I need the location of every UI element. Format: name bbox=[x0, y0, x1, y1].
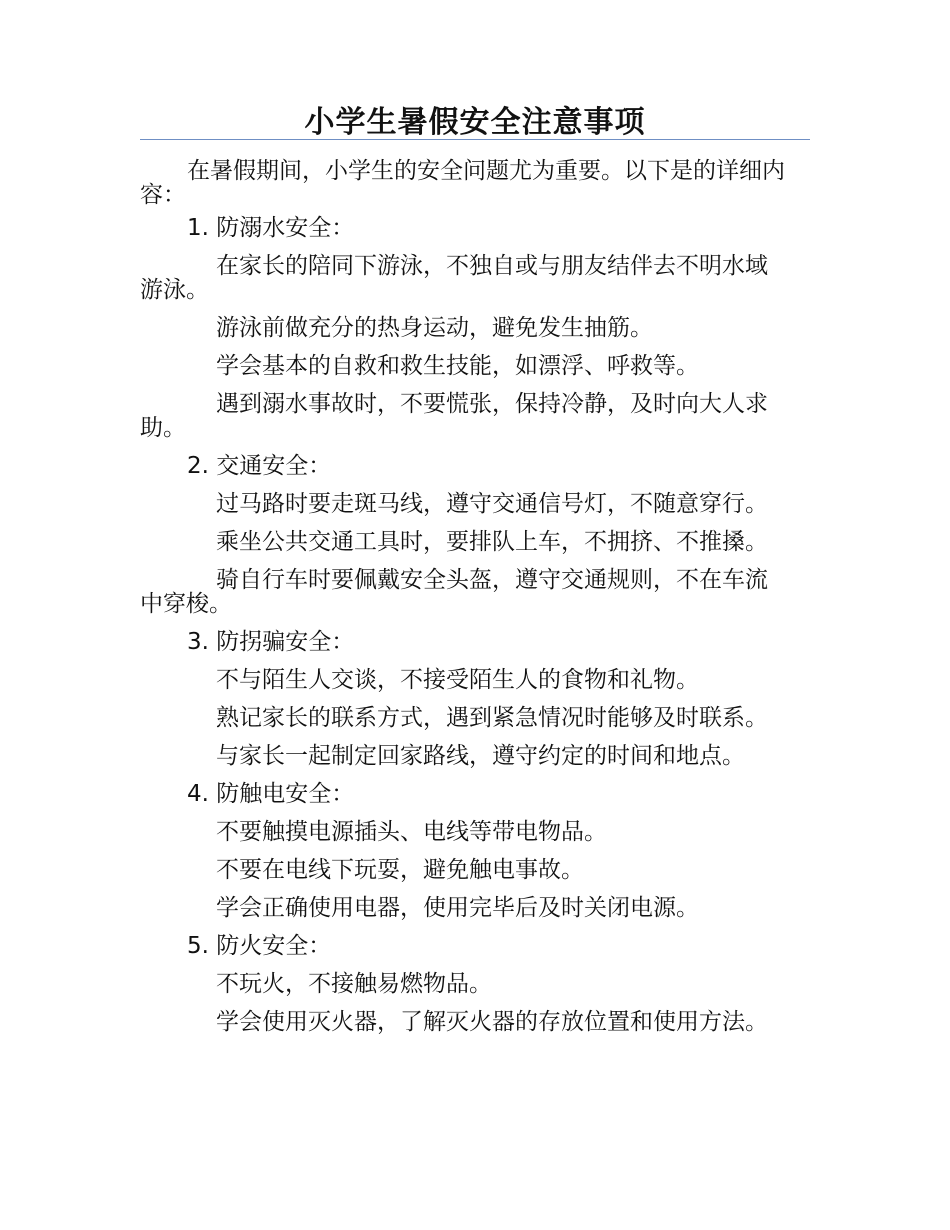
section-heading: 4. 防触电安全： bbox=[187, 781, 355, 807]
list-item: 学会正确使用电器，使用完毕后及时关闭电源。 bbox=[216, 895, 699, 921]
section-heading: 2. 交通安全： bbox=[187, 453, 332, 479]
section-heading: 5. 防火安全： bbox=[187, 933, 332, 959]
list-item: 学会使用灭火器，了解灭火器的存放位置和使用方法。 bbox=[216, 1009, 768, 1035]
list-item: 与家长一起制定回家路线，遵守约定的时间和地点。 bbox=[216, 743, 745, 769]
list-item: 游泳前做充分的热身运动，避免发生抽筋。 bbox=[216, 315, 653, 341]
section-heading: 1. 防溺水安全： bbox=[187, 215, 355, 241]
list-item: 不要在电线下玩耍，避免触电事故。 bbox=[216, 857, 584, 883]
title-underline bbox=[140, 139, 810, 140]
list-item: 熟记家长的联系方式，遇到紧急情况时能够及时联系。 bbox=[216, 705, 768, 731]
list-item: 不与陌生人交谈，不接受陌生人的食物和礼物。 bbox=[216, 667, 699, 693]
intro-paragraph: 在暑假期间，小学生的安全问题尤为重要。以下是的详细内容： bbox=[140, 158, 785, 208]
list-item: 遇到溺水事故时，不要慌张，保持冷静，及时向大人求助。 bbox=[140, 391, 768, 441]
section-heading: 3. 防拐骗安全： bbox=[187, 629, 355, 655]
list-item: 骑自行车时要佩戴安全头盔，遵守交通规则，不在车流中穿梭。 bbox=[140, 567, 768, 617]
list-item: 在家长的陪同下游泳，不独自或与朋友结伴去不明水域游泳。 bbox=[140, 253, 768, 303]
list-item: 不玩火，不接触易燃物品。 bbox=[216, 971, 492, 997]
list-item: 乘坐公共交通工具时，要排队上车，不拥挤、不推搡。 bbox=[216, 529, 768, 555]
list-item: 不要触摸电源插头、电线等带电物品。 bbox=[216, 819, 607, 845]
page-title: 小学生暑假安全注意事项 bbox=[304, 105, 646, 140]
list-item: 过马路时要走斑马线，遵守交通信号灯，不随意穿行。 bbox=[216, 491, 768, 517]
document-body bbox=[140, 159, 810, 1048]
list-item: 学会基本的自救和救生技能，如漂浮、呼救等。 bbox=[216, 353, 699, 379]
